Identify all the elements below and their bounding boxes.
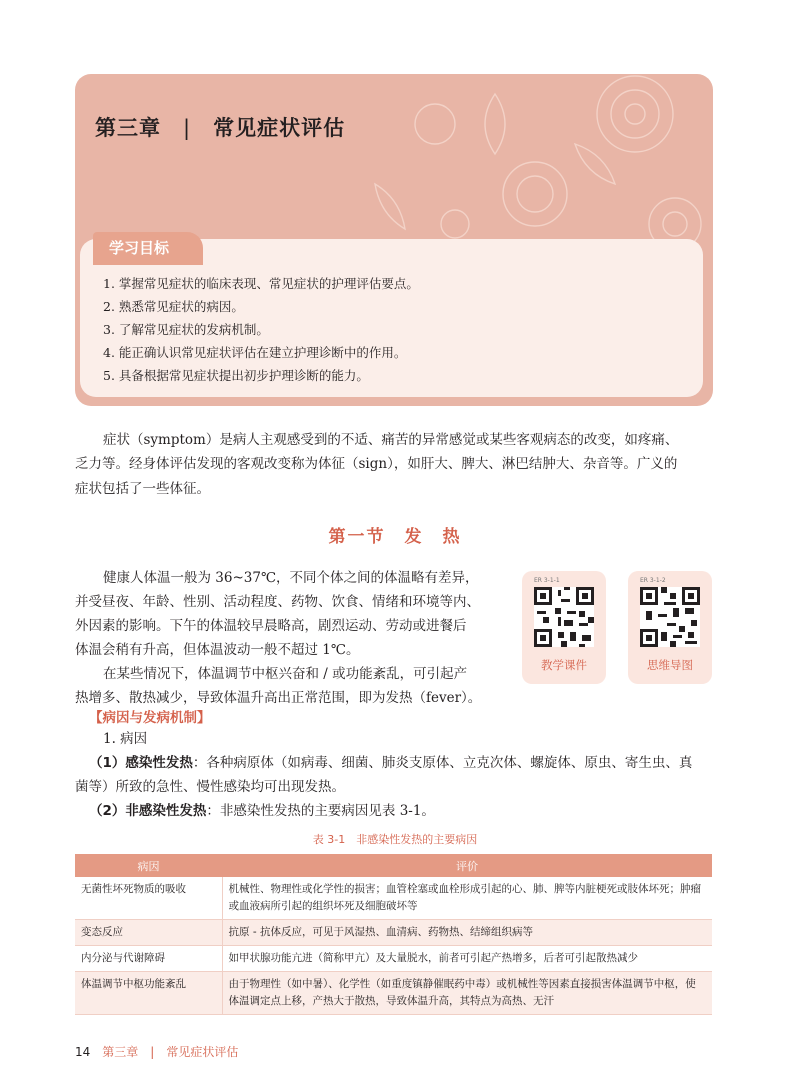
qr-code-icon: [534, 587, 594, 647]
objective-item: 4. 能正确认识常见症状评估在建立护理诊断中的作用。: [103, 345, 407, 360]
table-row: [75, 920, 712, 946]
table-cell-cause: 变态反应: [75, 920, 222, 946]
table-cell-cause: 体温调节中枢功能紊乱: [75, 972, 222, 1015]
chapter-banner: [75, 74, 713, 406]
table-cell-desc: 机械性、物理性或化学性的损害；血管栓塞或血栓形成引起的心、肺、脾等内脏梗死或肢体坏死；肿瘤或血液病所引起的组织坏死及细胞破坏等: [222, 877, 712, 920]
qr-card-courseware[interactable]: [522, 571, 606, 684]
table-cell-cause: 内分泌与代谢障碍: [75, 946, 222, 972]
table-row: [75, 877, 712, 920]
qr-label: 思维导图: [647, 658, 693, 672]
para-line: 体温会稍有升高，但体温波动一般不超过 1℃。: [75, 642, 360, 658]
objective-item: 2. 熟悉常见症状的病因。: [103, 299, 244, 314]
chapter-number: 第三章: [95, 116, 161, 140]
table-header: 评价: [222, 854, 712, 877]
table-cell-desc: 抗原 - 抗体反应，可见于风湿热、血清病、药物热、结缔组织病等: [222, 920, 712, 946]
cause-heading: 1. 病因: [103, 731, 148, 747]
page-number: 14: [75, 1045, 91, 1059]
qr-label: 教学课件: [541, 658, 587, 672]
cause-item-label: （2）非感染性发热: [89, 803, 207, 819]
chapter-name: 常见症状评估: [213, 116, 346, 140]
cause-item-text: ：各种病原体（如病毒、细菌、肺炎支原体、立克次体、螺旋体、原虫、寄生虫、真: [192, 755, 693, 771]
objective-item: 5. 具备根据常见症状提出初步护理诊断的能力。: [103, 368, 369, 383]
section-title: 第一节 发 热: [328, 527, 462, 547]
para-line: 并受昼夜、年龄、性别、活动程度、药物、饮食、情绪和环境等内、: [75, 594, 480, 610]
table-cell-desc: 如甲状腺功能亢进（简称甲亢）及大量脱水，前者可引起产热增多，后者可引起散热减少: [222, 946, 712, 972]
para-line: 热增多、散热减少，导致体温升高出正常范围，即为发热（fever）。: [75, 690, 482, 706]
cause-item-1: [89, 751, 692, 776]
qr-card-mindmap[interactable]: [628, 571, 712, 684]
table-cell-desc: 由于物理性（如中暑）、化学性（如重度镇静催眠药中毒）或机械性等因素直接损害体温调节中枢，使体温调定点上移，产热大于散热，导致体温升高，其特点为高热、无汗: [222, 972, 712, 1015]
table-cell-cause: 无菌性坏死物质的吸收: [75, 877, 222, 920]
objective-item: 3. 了解常见症状的发病机制。: [103, 322, 269, 337]
chapter-separator: |: [183, 116, 192, 140]
intro-line: 症状（symptom）是病人主观感受到的不适、痛苦的异常感觉或某些客观病态的改变，如疼痛、: [103, 432, 679, 448]
objectives-heading: 学习目标: [93, 232, 203, 265]
qr-tag: ER 3-1-2: [640, 577, 666, 584]
table-header-row: [75, 854, 712, 877]
para-line: 外因素的影响。下午的体温较早晨略高，剧烈运动、劳动或进餐后: [75, 618, 467, 634]
cause-item-2: [89, 799, 435, 824]
footer-title: 常见症状评估: [166, 1045, 239, 1059]
para-line: 在某些情况下，体温调节中枢兴奋和 / 或功能紊乱，可引起产: [103, 666, 468, 682]
table-row: [75, 946, 712, 972]
table-header: 病因: [75, 854, 222, 877]
para-line: 健康人体温一般为 36~37℃，不同个体之间的体温略有差异，: [103, 570, 479, 586]
footer-separator: |: [150, 1045, 155, 1059]
page-footer: [75, 1043, 238, 1060]
cause-item-label: （1）感染性发热: [89, 755, 193, 771]
causes-table: [75, 854, 712, 1015]
table-caption: 表 3-1 非感染性发热的主要病因: [312, 833, 478, 846]
table-row: [75, 972, 712, 1015]
qr-code-icon: [640, 587, 700, 647]
qr-tag: ER 3-1-1: [534, 577, 560, 584]
cause-item-text: ：非感染性发热的主要病因见表 3-1。: [206, 803, 435, 819]
intro-line: 症状包括了一些体征。: [75, 481, 210, 497]
objective-item: 1. 掌握常见症状的临床表现、常见症状的护理评估要点。: [103, 276, 419, 291]
subheading: 【病因与发病机制】: [89, 710, 211, 726]
chapter-title: [95, 112, 345, 142]
objectives-list: [103, 272, 419, 387]
cause-item-1-cont: 菌等）所致的急性、慢性感染均可出现发热。: [75, 779, 345, 795]
intro-line: 乏力等。经身体评估发现的客观改变称为体征（sign），如肝大、脾大、淋巴结肿大、杂音等。广义的: [75, 456, 678, 472]
footer-chapter: 第三章: [102, 1045, 139, 1059]
